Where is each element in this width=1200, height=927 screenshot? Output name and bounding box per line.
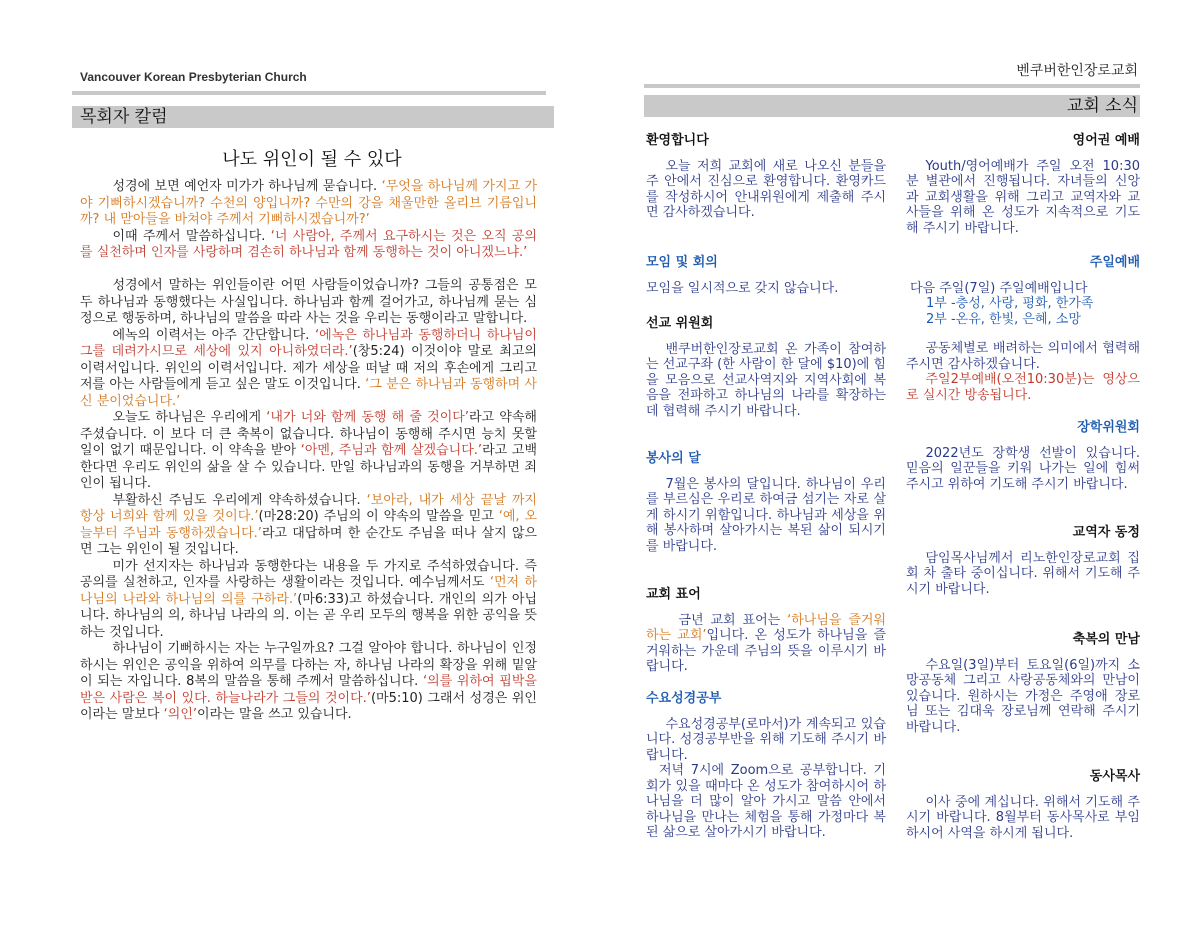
english-service-heading: 영어권 예배 — [1072, 133, 1140, 148]
sunday-service-text: 공동체별로 배려하는 의미에서 협력해 주시면 감사하겠습니다. — [906, 341, 1140, 372]
sermon-paragraph: 성경에서 말하는 위인들이란 어떤 사람들이었습니까? 그들의 공통점은 모두 하나님과 동행했다는 사실입니다. 하나님과 함께 걸어가고, 하나님께 묻는 심정으로 행동하며, 하나님의 말씀을 따라 사는 것을 우리는 동행이라고 말합니다. — [80, 278, 537, 326]
sunday-service-line: 2부 -온유, 한빛, 은혜, 소망 — [926, 311, 1081, 327]
bible-study-text: 수요성경공부(로마서)가 계속되고 있습니다. 성경공부반을 위해 기도해 주시기 바랍니다. — [646, 716, 886, 763]
sunday-service-line: 다음 주일(7일) 주일예배입니다 — [910, 280, 1088, 296]
blessing-section — [906, 632, 1140, 735]
service-text: 7월은 봉사의 달입니다. 하나님이 우리를 부르심은 우리로 하여금 섬기는 자로 살게 하시기 위함입니다. 하나님과 세상을 위해 봉사하며 살아가시는 복된 삶이 되시기를 바랍니다. — [646, 476, 886, 554]
sermon-body — [80, 179, 537, 724]
sunday-service-heading: 주일예배 — [1089, 255, 1140, 270]
sermon-paragraph: 에녹의 이력서는 아주 간단합니다. ‘에녹은 하나님과 동행하더니 하나님이 그를 데려가시므로 세상에 있지 아니하였더라.’(창5:24) 이것이야 말로 최고의 이력서입니다. 위인의 이력서입니다. 제가 세상을 떠날 때 저의 후손에게 그리고 저를 아는 사람들에게 듣고 싶은 말도 이것입니다. ‘그 분은 하나님과 동행하며 사신 분이었습니다.’ — [80, 327, 537, 409]
english-service-text: Youth/영어예배가 주일 오전 10:30분 별관에서 진행됩니다. 자녀들의 신앙과 교회생활을 위해 그리고 교역자와 교사들을 위해 온 성도가 지속적으로 기도해 주시기 바랍니다. — [906, 158, 1140, 236]
pastor-news-heading: 교역자 동정 — [1072, 525, 1140, 540]
scholarship-section — [906, 420, 1140, 492]
news-title-bar — [644, 95, 1140, 117]
sunday-service-section — [906, 255, 1140, 403]
welcome-section — [646, 133, 886, 221]
sermon-title: 나도 위인이 될 수 있다 — [222, 149, 402, 170]
service-heading: 봉사의 달 — [646, 451, 701, 466]
welcome-text: 오늘 저희 교회에 새로 나오신 분들을 주 안에서 진심으로 환영합니다. 환영카드를 작성하시어 안내위원에게 제출해 주시면 감사하겠습니다. — [646, 158, 886, 220]
pastor-news-text: 담임목사님께서 리노한인장로교회 집회 차 출타 중이십니다. 위해서 기도해 주시기 바랍니다. — [906, 550, 1140, 597]
motto-section — [646, 587, 886, 675]
sermon-paragraph: 하나님이 기뻐하시는 자는 누구일까요? 그걸 알아야 합니다. 하나님이 인정하시는 위인은 공익을 위하여 의무를 다하는 자, 하나님 나라의 확장을 위해 밑알이 되는 자입니다. 8복의 말씀을 통해 주께서 말씀하십니다. ‘의를 위하여 핍박을 받은 사람은 복이 있다. 하늘나라가 그들의 것이다.’(마5:10) 그래서 성경은 위인이라는 말보다 ‘의인’이라는 말을 쓰고 있습니다. — [80, 641, 537, 722]
bible-study-heading: 수요성경공부 — [646, 691, 722, 706]
sermon-paragraph: 이때 주께서 말씀하십니다. ‘너 사람아, 주께서 요구하시는 것은 오직 공의를 실천하며 인자를 사랑하며 겸손히 하나님과 함께 동행하는 것이 아니겠느냐.’ — [80, 228, 537, 260]
welcome-heading: 환영합니다 — [646, 133, 709, 148]
english-service-section — [906, 133, 1140, 236]
mission-text: 밴쿠버한인장로교회 온 가족이 참여하는 선교구좌 (한 사람이 한 달에 $10)에 힘을 모음으로 선교사역지와 지역사회에 복음을 전파하고 하나님의 나라를 확장하는데 협력해 주시기 바랍니다. — [646, 341, 886, 419]
news-title: 교회 소식 — [1066, 96, 1138, 116]
sermon-paragraph: 오늘도 하나님은 우리에게 ‘내가 너와 함께 동행 해 줄 것이다’라고 약속해 주셨습니다. 이 보다 더 큰 축복이 없습니다. 하나님이 동행해 주시면 능치 못할 일이 없기 때문입니다. 이 약속을 받아 ‘아멘, 주님과 함께 살겠습니다.’라고 고백한다면 우리도 위인의 삶을 살 수 있습니다. 만일 하나님과의 동행을 거부하면 죄인이 됩니다. — [80, 410, 537, 491]
meeting-section — [646, 255, 886, 296]
mission-section — [646, 316, 886, 419]
sermon-paragraph: 성경에 보면 예언자 미가가 하나님께 묻습니다. ‘무엇을 하나님께 가지고 가야 기뻐하시겠습니까? 수천의 양입니까? 수만의 강을 채울만한 올리브 기름입니까? 내 맏아들을 바쳐야 주께서 기뻐하시겠습니까?’ — [80, 179, 537, 227]
meeting-heading: 모임 및 회의 — [646, 255, 718, 270]
associate-pastor-text: 이사 중에 계십니다. 위해서 기도해 주시기 바랍니다. 8월부터 동사목사로 부임하시어 사역을 하시게 됩니다. — [906, 794, 1140, 841]
motto-heading: 교회 표어 — [646, 587, 701, 602]
sermon-paragraph: 부활하신 주님도 우리에게 약속하셨습니다. ‘보아라, 내가 세상 끝날 까지 항상 너희와 함께 있을 것이다.’(마28:20) 주님의 이 약속의 말씀을 믿고 ‘예, 오늘부터 주님과 동행하겠습니다.’라고 대답하며 한 순간도 주님을 떠나 살지 않으면 그는 위인이 될 것입니다. — [80, 492, 538, 557]
header-rule-left — [72, 91, 546, 95]
bible-study-section — [646, 691, 886, 841]
sermon-paragraph: 미가 선지자는 하나님과 동행한다는 내용을 두 가지로 주석하였습니다. 즉 공의를 실천하고, 인자를 사랑하는 생활이라는 것입니다. 예수님께서도 ‘먼저 하나님의 나라와 하나님의 의를 구하라.’(마6:33)고 하셨습니다. 개인의 의가 아닙니다. 하나님의 의, 하나님 나라의 의. 이는 곧 우리 모두의 행복을 위한 공익을 뜻하는 것입니다. — [80, 558, 538, 640]
church-name-korean: 벤쿠버한인장로교회 — [1016, 63, 1138, 79]
blessing-text: 수요일(3일)부터 토요일(6일)까지 소망공동체 그리고 사랑공동체와의 만남이 있습니다. 원하시는 가정은 주영애 장로님 또는 김대욱 장로님께 연락해 주시기 바랍니다. — [906, 657, 1140, 735]
associate-pastor-heading: 동사목사 — [1089, 769, 1140, 784]
sunday-service-line: 1부 -충성, 사랑, 평화, 한가족 — [926, 296, 1094, 311]
church-name-english: Vancouver Korean Presbyterian Church — [80, 70, 307, 84]
scholarship-text: 2022년도 장학생 선발이 있습니다. 믿음의 일꾼들을 키워 나가는 일에 힘써 주시고 위하여 기도해 주시기 바랍니다. — [906, 445, 1140, 492]
associate-pastor-section — [906, 769, 1140, 841]
blessing-heading: 축복의 만남 — [1072, 632, 1140, 647]
header-rule-right — [644, 84, 1140, 88]
motto-text: 금년 교회 표어는 ‘하나님을 즐거워하는 교회’입니다. 온 성도가 하나님을 즐거워하는 가운데 주님의 뜻을 이루시기 바랍니다. — [646, 612, 887, 674]
mission-heading: 선교 위원회 — [646, 316, 714, 331]
scholarship-heading: 장학위원회 — [1077, 420, 1140, 435]
service-section — [646, 451, 886, 554]
meeting-text: 모임을 일시적으로 갖지 않습니다. — [646, 280, 839, 296]
sunday-live-notice: 주일2부예배(오전10:30분)는 영상으로 실시간 방송됩니다. — [906, 372, 1140, 403]
column-title-bar: 목회자 칼럼 — [72, 106, 554, 128]
pastor-news-section — [906, 525, 1140, 597]
bible-study-text-2: 저녁 7시에 Zoom으로 공부합니다. 기회가 있을 때마다 온 성도가 참여하시어 하나님을 더 많이 알아 가시고 말씀 안에서 하나님을 만나는 체험을 통해 가정마다 복된 삶으로 살아가시기 바랍니다. — [646, 763, 886, 840]
